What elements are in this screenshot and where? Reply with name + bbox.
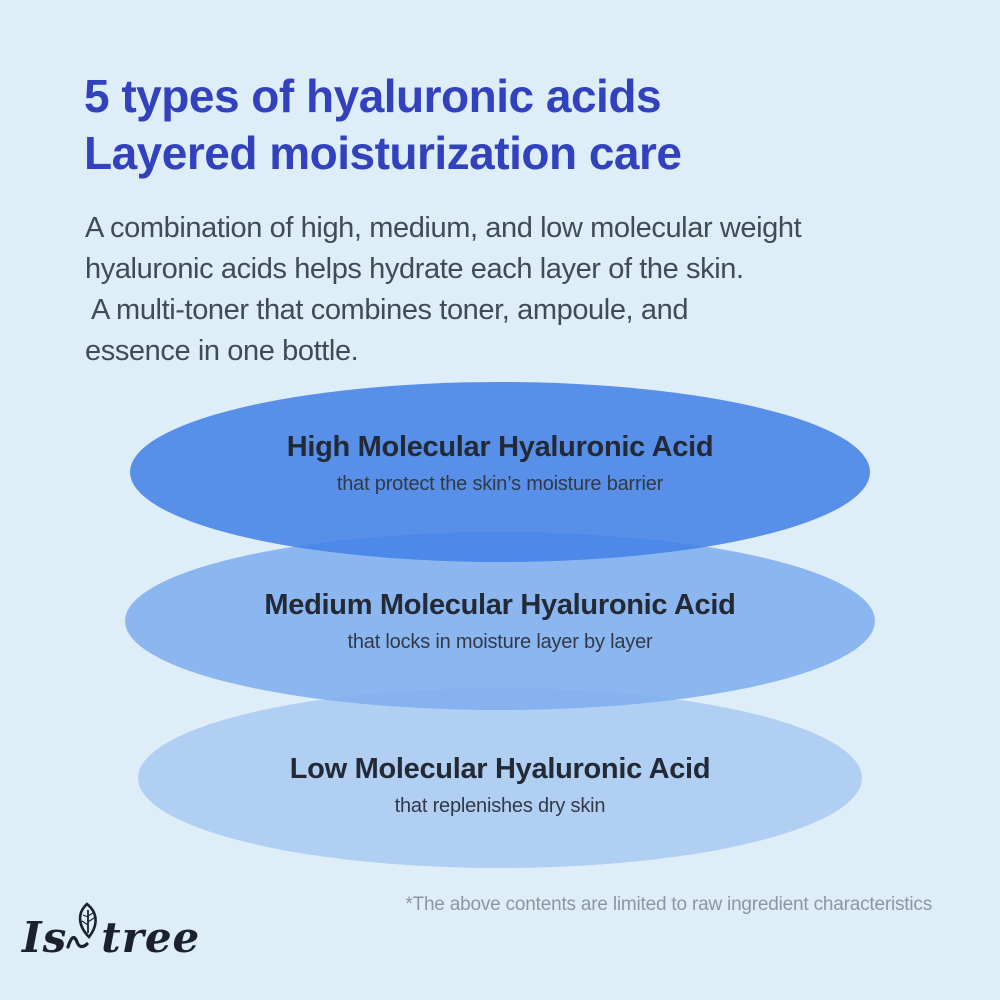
layer-title-medium: Medium Molecular Hyaluronic Acid [264,589,736,621]
disclaimer-note: *The above contents are limited to raw ingredient characteristics [405,894,932,915]
leaf-icon [65,901,105,967]
layer-subtitle-low: that replenishes dry skin [394,795,606,817]
layer-label-medium [0,588,1000,654]
layer-subtitle-medium: that locks in moisture layer by layer [347,631,653,653]
layer-label-low [0,752,1000,818]
page-title-line1: 5 types of hyaluronic acids [84,70,662,122]
layer-title-high: High Molecular Hyaluronic Acid [286,431,714,463]
layer-label-high [0,430,1000,496]
description-line4: essence in one bottle. [85,335,359,367]
description-line1: A combination of high, medium, and low molecular weight [85,212,802,244]
page-title-line2: Layered moisturization care [84,127,682,179]
layer-title-low: Low Molecular Hyaluronic Acid [289,753,711,785]
logo-text-is: Is [22,912,68,962]
logo-text-tree: tree [101,912,201,962]
description-line3: A multi-toner that combines toner, ampoule, and [85,294,689,326]
description-line2: hyaluronic acids helps hydrate each layer of the skin. [85,253,744,285]
isntree-logo [22,906,200,968]
layer-subtitle-high: that protect the skin’s moisture barrier [336,473,664,495]
